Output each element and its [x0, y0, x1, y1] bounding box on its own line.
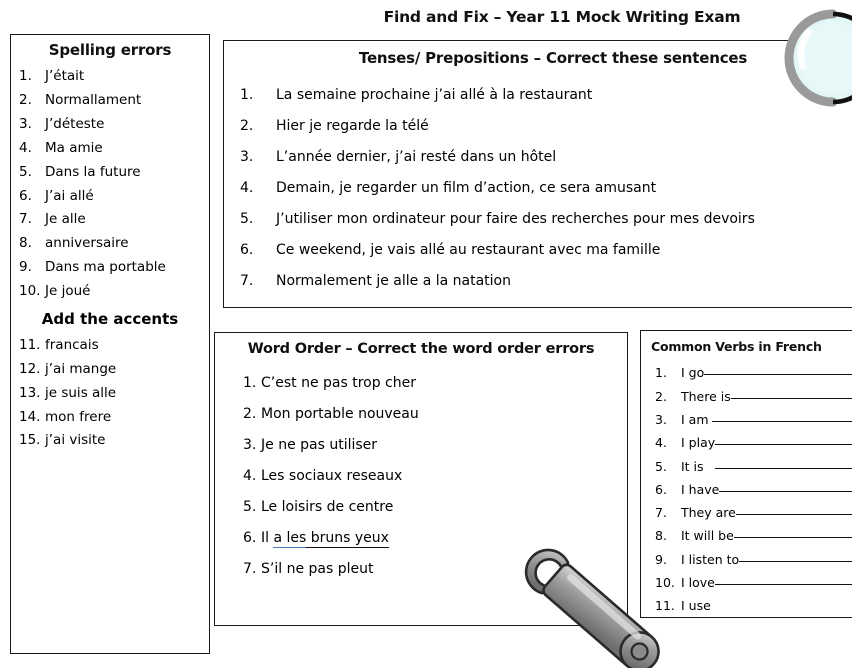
tenses-sentence-number: 4.: [240, 179, 254, 196]
common-verb-answer-blank[interactable]: [736, 514, 852, 515]
spelling-error-item: [11, 89, 209, 113]
common-verb-answer-blank[interactable]: [734, 537, 852, 538]
spelling-error-text: J’ai allé: [45, 187, 94, 204]
common-verb-answer-blank[interactable]: [704, 374, 852, 375]
common-verb-item: [641, 385, 852, 408]
common-verb-label: I love: [681, 574, 715, 590]
word-order-text: Le loisirs de centre: [261, 498, 394, 515]
tenses-sentence-item: [224, 234, 852, 265]
common-verb-item: [641, 525, 852, 548]
word-order-text: Mon portable nouveau: [261, 405, 419, 422]
add-the-accents-list: [11, 334, 209, 453]
tenses-sentence-item: [224, 141, 852, 172]
common-verb-number: 11.: [655, 598, 675, 614]
common-verb-number: 3.: [655, 411, 667, 427]
spelling-error-item: [11, 65, 209, 89]
word-order-panel: [214, 332, 628, 626]
tenses-sentence-number: 3.: [240, 148, 254, 165]
common-verb-label: I use: [681, 598, 711, 614]
spelling-error-number: 1.: [19, 68, 32, 85]
common-verbs-list: [641, 362, 852, 618]
accent-error-text: j’ai visite: [45, 432, 106, 449]
word-order-text-prefix: Il: [261, 529, 274, 546]
accent-error-item: [11, 382, 209, 406]
spelling-error-text: Normallament: [45, 92, 142, 109]
spelling-error-text: J’était: [45, 68, 85, 85]
spelling-error-number: 4.: [19, 139, 32, 156]
common-verb-label: I play: [681, 435, 716, 451]
common-verb-item: [641, 455, 852, 478]
word-order-text: Les sociaux reseaux: [261, 467, 403, 484]
word-order-item: [215, 429, 627, 460]
tenses-sentences-list: [224, 79, 852, 296]
tenses-sentence-item: [224, 203, 852, 234]
tenses-sentence-item: [224, 172, 852, 203]
accent-error-text: je suis alle: [45, 384, 117, 401]
word-order-text: C’est ne pas trop cher: [261, 374, 416, 391]
common-verb-label: It is: [681, 458, 716, 474]
spelling-error-item: [11, 113, 209, 137]
common-verb-item: [641, 502, 852, 525]
spelling-error-number: 8.: [19, 235, 32, 252]
accent-error-number: 14.: [19, 408, 41, 425]
common-verb-item: [641, 432, 852, 455]
word-order-item: [215, 460, 627, 491]
word-order-number: 6.: [243, 529, 257, 546]
common-verb-item: [641, 478, 852, 501]
tenses-sentence-number: 2.: [240, 117, 254, 134]
common-verbs-title: Common Verbs in French: [651, 339, 822, 354]
accent-error-number: 13.: [19, 384, 41, 401]
spelling-error-text: anniversaire: [45, 235, 129, 252]
word-order-item: [215, 522, 627, 553]
blue-underlined-phrase: a les: [273, 529, 307, 546]
tenses-prepositions-panel: [223, 40, 852, 308]
tenses-sentence-text: J’utiliser mon ordinateur pour faire des recherches pour mes devoirs: [276, 210, 755, 227]
word-order-item: [215, 367, 627, 398]
spelling-error-text: Je alle: [45, 211, 86, 228]
word-order-number: 4.: [243, 467, 257, 484]
tenses-sentence-text: La semaine prochaine j’ai allé à la restaurant: [276, 86, 593, 103]
spelling-error-item: [11, 161, 209, 185]
page-title: Find and Fix – Year 11 Mock Writing Exam: [383, 8, 741, 26]
spelling-error-number: 5.: [19, 163, 32, 180]
spelling-error-item: [11, 137, 209, 161]
spelling-error-number: 2.: [19, 92, 32, 109]
word-order-item: [215, 553, 627, 584]
word-order-item: [215, 398, 627, 429]
common-verb-label: I go: [681, 365, 705, 381]
spelling-errors-title: Spelling errors: [48, 41, 172, 59]
spelling-error-text: J’déteste: [45, 115, 105, 132]
word-order-number: 1.: [243, 374, 257, 391]
tenses-sentence-number: 6.: [240, 241, 254, 258]
common-verb-item: [641, 572, 852, 595]
common-verb-label: There is: [681, 388, 731, 404]
word-order-number: 7.: [243, 560, 257, 577]
common-verb-item: [641, 548, 852, 571]
common-verb-number: 1.: [655, 365, 667, 381]
spelling-error-number: 7.: [19, 211, 32, 228]
word-order-text: Je ne pas utiliser: [261, 436, 378, 453]
spelling-error-number: 6.: [19, 187, 32, 204]
spelling-error-number: 9.: [19, 259, 32, 276]
common-verb-number: 5.: [655, 458, 667, 474]
common-verb-number: 8.: [655, 528, 667, 544]
tenses-sentence-number: 7.: [240, 272, 254, 289]
common-verb-answer-blank[interactable]: [715, 468, 852, 469]
spelling-error-item: [11, 208, 209, 232]
common-verb-label: I listen to: [681, 551, 740, 567]
common-verb-answer-blank[interactable]: [715, 444, 852, 445]
tenses-sentence-item: [224, 79, 852, 110]
common-verb-label: I have: [681, 481, 720, 497]
tenses-sentence-item: [224, 265, 852, 296]
tenses-sentence-text: L’année dernier, j’ai resté dans un hôtel: [276, 148, 557, 165]
accent-error-item: [11, 429, 209, 453]
accent-error-item: [11, 405, 209, 429]
spelling-error-item: [11, 256, 209, 280]
tenses-sentence-number: 5.: [240, 210, 254, 227]
common-verb-answer-blank[interactable]: [739, 561, 852, 562]
spelling-error-text: Je joué: [45, 283, 91, 300]
spelling-error-number: 3.: [19, 115, 32, 132]
accent-error-text: francais: [45, 336, 99, 353]
common-verb-item: [641, 409, 852, 432]
common-verb-answer-blank[interactable]: [731, 398, 852, 399]
accent-error-number: 12.: [19, 360, 41, 377]
accent-error-item: [11, 334, 209, 358]
word-order-list: [215, 367, 627, 584]
common-verb-answer-blank[interactable]: [712, 421, 852, 422]
common-verb-label: It will be: [681, 528, 734, 544]
spelling-errors-list: [11, 65, 209, 304]
spelling-error-text: Ma amie: [45, 139, 103, 156]
common-verb-item: [641, 362, 852, 385]
common-verb-label: I am: [681, 411, 713, 427]
word-order-item: [215, 491, 627, 522]
word-order-number: 5.: [243, 498, 257, 515]
spelling-error-text: Dans la future: [45, 163, 141, 180]
accent-error-text: mon frere: [45, 408, 112, 425]
spelling-errors-panel: [10, 34, 210, 654]
common-verb-number: 4.: [655, 435, 667, 451]
common-verb-number: 10.: [655, 574, 675, 590]
accent-error-number: 15.: [19, 432, 41, 449]
accent-error-text: j’ai mange: [45, 360, 117, 377]
tenses-sentence-item: [224, 110, 852, 141]
common-verb-number: 7.: [655, 505, 667, 521]
word-order-text: [261, 531, 627, 545]
accent-error-number: 11.: [19, 336, 41, 353]
tenses-sentence-text: Normalement je alle a la natation: [276, 272, 511, 289]
word-order-number: 2.: [243, 405, 257, 422]
common-verb-answer-blank[interactable]: [719, 491, 852, 492]
word-order-number: 3.: [243, 436, 257, 453]
common-verb-item: [641, 595, 852, 618]
tenses-sentence-number: 1.: [240, 86, 254, 103]
spelling-error-item: [11, 184, 209, 208]
spelling-error-text: Dans ma portable: [45, 259, 166, 276]
word-order-text: S’il ne pas pleut: [261, 560, 374, 577]
spelling-error-item: [11, 232, 209, 256]
common-verb-number: 6.: [655, 481, 667, 497]
common-verbs-panel: [640, 330, 852, 618]
tenses-prepositions-title: Tenses/ Prepositions – Correct these sentences: [358, 49, 748, 67]
common-verb-answer-blank[interactable]: [715, 584, 852, 585]
common-verb-label: They are: [681, 505, 736, 521]
add-the-accents-title: Add the accents: [41, 309, 179, 328]
spelling-error-number: 10.: [19, 283, 41, 300]
red-squiggle-phrase: bruns yeux: [306, 529, 389, 546]
tenses-sentence-text: Demain, je regarder un film d’action, ce sera amusant: [276, 179, 657, 196]
common-verb-number: 9.: [655, 551, 667, 567]
tenses-sentence-text: Hier je regarde la télé: [276, 117, 429, 134]
spelling-error-item: [11, 280, 209, 304]
accent-error-item: [11, 358, 209, 382]
word-order-title: Word Order – Correct the word order errors: [247, 341, 595, 357]
tenses-sentence-text: Ce weekend, je vais allé au restaurant avec ma famille: [276, 241, 661, 258]
common-verb-number: 2.: [655, 388, 667, 404]
